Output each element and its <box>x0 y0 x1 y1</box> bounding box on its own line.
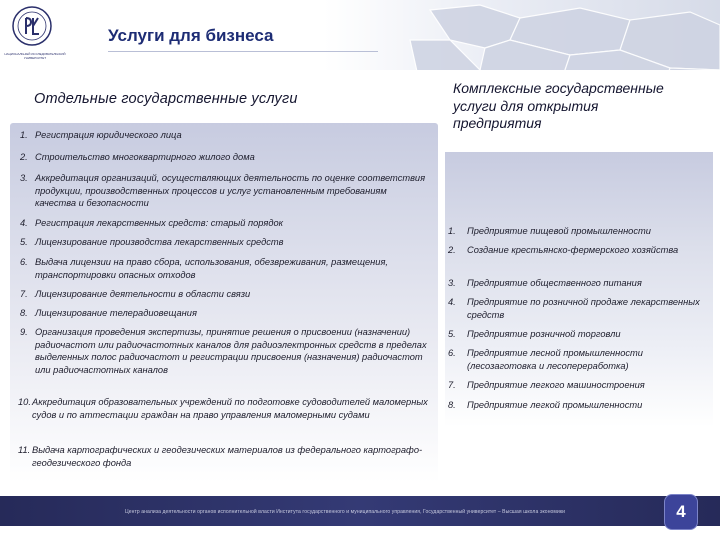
item-number: 7. <box>20 289 28 299</box>
item-number: 4. <box>448 297 456 307</box>
page-number-badge: 4 <box>664 494 698 530</box>
item-number: 9. <box>20 327 28 337</box>
list-item <box>448 379 710 392</box>
left-column-heading: Отдельные государственные услуги <box>34 91 298 107</box>
logo-caption: НАЦИОНАЛЬНЫЙ ИССЛЕДОВАТЕЛЬСКИЙ УНИВЕРСИТЕТ <box>4 52 66 60</box>
list-item <box>448 277 710 290</box>
item-text: Лицензирование деятельности в области связи <box>35 289 251 299</box>
item-text: Предприятие общественного питания <box>467 278 642 288</box>
item-text: Предприятие легкого машиностроения <box>467 380 645 390</box>
list-item <box>18 396 438 421</box>
item-number: 1. <box>448 226 456 236</box>
list-item <box>448 225 710 238</box>
list-item <box>20 288 430 301</box>
list-item <box>20 151 430 164</box>
item-number: 7. <box>448 380 456 390</box>
item-number: 3. <box>448 278 456 288</box>
right-column-heading: Комплексные государственные услуги для открытия предприятия <box>453 80 664 131</box>
list-item <box>448 328 710 341</box>
item-number: 10. <box>18 397 31 407</box>
item-number: 5. <box>20 237 28 247</box>
item-number: 2. <box>448 245 456 255</box>
list-item <box>20 256 430 281</box>
item-text: Выдача картографических и геодезических материалов из федерального картографо-геодезического фонда <box>32 445 423 468</box>
university-logo <box>12 6 52 46</box>
item-text: Организация проведения экспертизы, принятие решения о присвоении (назначении) радиочастот или радиочастотных каналов для радиоэлектронных средств в пределах выделенных полос радиочастот и регистрации присвоения (назначения) радиочастот или радиочастотных каналов <box>35 327 427 375</box>
header-banner <box>0 0 720 70</box>
list-item <box>18 444 438 469</box>
item-text: Лицензирование телерадиовещания <box>35 308 197 318</box>
item-text: Лицензирование производства лекарственных средств <box>35 237 284 247</box>
item-number: 5. <box>448 329 456 339</box>
item-number: 3. <box>20 173 28 183</box>
list-item <box>20 236 430 249</box>
list-item <box>20 129 430 142</box>
item-number: 8. <box>20 308 28 318</box>
item-number: 6. <box>20 257 28 267</box>
item-text: Строительство многоквартирного жилого дома <box>35 152 255 162</box>
list-item <box>448 399 710 412</box>
list-item <box>20 307 430 320</box>
list-item <box>448 296 710 321</box>
item-number: 8. <box>448 400 456 410</box>
item-text: Выдача лицензии на право сбора, использования, обезвреживания, размещения, транспортировки опасных отходов <box>35 257 388 280</box>
item-text: Предприятие лесной промышленности (лесозаготовка и лесопереработка) <box>467 348 643 371</box>
item-text: Аккредитация организаций, осуществляющих деятельность по оценке соответствия продукции, производственных процессов и услуг установленным требованиям качества и безопасности <box>35 173 426 208</box>
item-number: 2. <box>20 152 28 162</box>
list-item <box>20 217 430 230</box>
item-text: Предприятие розничной торговли <box>467 329 621 339</box>
item-text: Регистрация юридического лица <box>35 130 182 140</box>
item-number: 4. <box>20 218 28 228</box>
list-item <box>20 172 430 210</box>
list-item <box>448 244 710 257</box>
footer-text: Центр анализа деятельности органов исполнительной власти Института государственного и муниципального управления, Государственный университет – Высшая школа экономики <box>124 509 566 515</box>
title-underline <box>108 51 378 52</box>
item-text: Предприятие пищевой промышленности <box>467 226 651 236</box>
item-number: 6. <box>448 348 456 358</box>
item-text: Аккредитация образовательных учреждений по подготовке судоводителей маломерных судов и по аттестации граждан на право управления маломерными судами <box>32 397 428 420</box>
item-text: Создание крестьянско-фермерского хозяйства <box>467 245 679 255</box>
page-title: Услуги для бизнеса <box>108 26 274 45</box>
item-number: 1. <box>20 130 28 140</box>
list-item <box>448 347 710 372</box>
item-text: Предприятие легкой промышленности <box>467 400 643 410</box>
item-number: 11. <box>18 445 31 455</box>
list-item <box>20 326 430 376</box>
item-text: Регистрация лекарственных средств: старый порядок <box>35 218 284 228</box>
world-map-background <box>390 0 720 70</box>
item-text: Предприятие по розничной продаже лекарственных средств <box>467 297 700 320</box>
